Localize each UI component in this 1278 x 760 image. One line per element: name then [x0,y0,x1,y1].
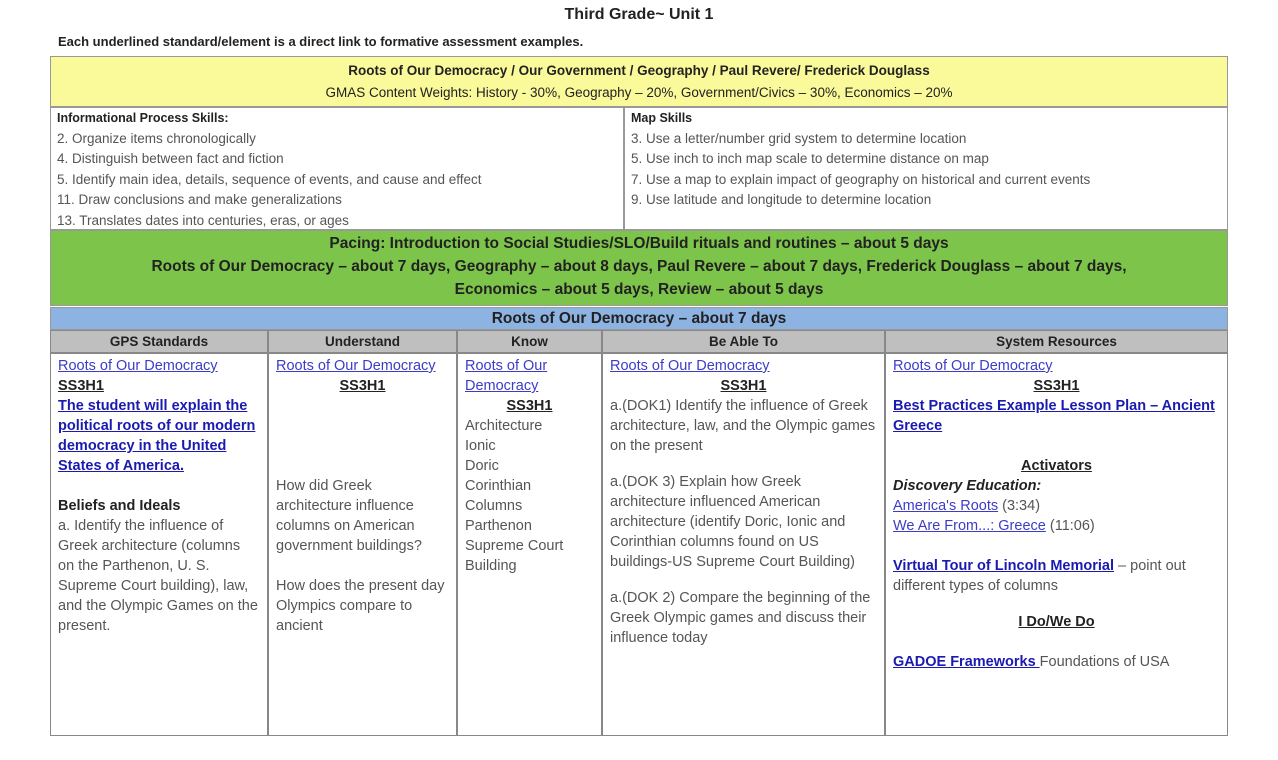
skill-item: 7. Use a map to explain impact of geography on historical and current events [631,171,1091,187]
understand-cell [268,353,457,736]
standard-code[interactable]: SS3H1 [506,398,553,414]
document-title: Third Grade~ Unit 1 [564,6,714,23]
standard-code[interactable]: SS3H1 [339,378,386,394]
skill-item: 11. Draw conclusions and make generalizations [57,192,342,207]
pacing-line: Pacing: Introduction to Social Studies/SLO/Build rituals and routines – about 5 days [329,235,949,252]
beliefs-heading: Beliefs and Ideals [58,498,181,514]
unit-topics: Roots of Our Democracy / Our Government / Geography / Paul Revere/ Frederick Douglass [348,63,930,78]
gps-standards-cell [50,353,268,736]
standard-code[interactable]: SS3H1 [58,378,104,394]
term: Columns [465,498,523,514]
term: Parthenon [465,518,532,534]
know-cell [457,353,602,736]
video-length: (11:06) [1049,518,1095,534]
virtual-tour-link[interactable]: Virtual Tour of Lincoln Memorial [893,558,1115,574]
link-note: Each underlined standard/element is a direct link to formative assessment examples. [58,34,584,49]
header-understand: Understand [268,330,457,353]
question: How did Greek architecture influence columns on American government buildings? [276,478,422,554]
header-system-resources: System Resources [885,330,1228,353]
skill-item: 13. Translates dates into centuries, eras, or ages [57,212,349,228]
skill-item: 9. Use latitude and longitude to determine location [631,192,932,207]
dok-item: a.(DOK 3) Explain how Greek architecture influenced American architecture (identify Doric, Ionic and Corinthian columns found on US buildings-US Supreme Court Building) [610,474,856,570]
term: Architecture [465,418,543,434]
map-skills [624,107,1228,230]
map-skills-heading: Map Skills [631,111,693,125]
roots-link[interactable]: Roots of Our Democracy [893,358,1053,374]
informational-skills [50,107,624,230]
video-link[interactable]: We Are From...: Greece [893,518,1046,534]
element-text: a. Identify the influence of Greek architecture (columns on the Parthenon, U. S. Supreme Court building), law, and the Olympic Games on the present. [58,518,258,634]
roots-link[interactable]: Roots of Our Democracy [276,358,436,374]
term: Supreme Court Building [465,538,564,574]
roots-link[interactable]: Roots of Our Democracy [610,358,770,374]
skill-item: 5. Use inch to inch map scale to determine distance on map [631,151,989,166]
roots-link[interactable]: Roots of Our Democracy [465,358,548,394]
discovery-heading: Discovery Education: [893,478,1042,494]
be-able-to-cell [602,353,885,736]
content-weights: GMAS Content Weights: History - 30%, Geography – 20%, Government/Civics – 30%, Economics – 20% [325,85,953,100]
pacing-banner [50,230,1228,306]
section-heading: Roots of Our Democracy – about 7 days [50,307,1228,330]
system-resources-cell [885,353,1228,736]
skill-item: 5. Identify main idea, details, sequence of events, and cause and effect [57,171,482,187]
pacing-line: Roots of Our Democracy – about 7 days, Geography – about 8 days, Paul Revere – about 7 days, Frederick Douglass – about 7 days, [151,258,1127,275]
unit-banner [50,56,1228,107]
term: Corinthian [465,478,532,494]
standard-code[interactable]: SS3H1 [720,378,767,394]
term: Ionic [465,438,496,454]
pacing-line: Economics – about 5 days, Review – about 5 days [454,281,824,298]
video-length: (3:34) [1002,498,1041,514]
dok-item: a.(DOK 2) Compare the beginning of the Greek Olympic games and discuss their influence today [610,590,871,646]
roots-link[interactable]: Roots of Our Democracy [58,358,218,374]
video-link[interactable]: America's Roots [893,498,999,514]
gadoe-frameworks-link[interactable]: GADOE Frameworks [893,654,1040,670]
skill-item: 4. Distinguish between fact and fiction [57,151,284,166]
skill-item: 3. Use a letter/number grid system to determine location [631,130,967,146]
question: How does the present day Olympics compare to ancient [276,578,445,634]
tour-description: – point out different types of columns [893,558,1186,594]
standard-link[interactable]: The student will explain the political roots of our modern democracy in the United States of America. [58,398,256,474]
header-gps-standards: GPS Standards [50,330,268,353]
standard-code[interactable]: SS3H1 [1033,378,1080,394]
informational-skills-heading: Informational Process Skills: [57,111,229,125]
dok-item: a.(DOK1) Identify the influence of Greek architecture, law, and the Olympic games on the present [610,398,876,454]
lesson-plan-link[interactable]: Best Practices Example Lesson Plan – Ancient Greece [893,398,1215,434]
header-know: Know [457,330,602,353]
activators-heading: Activators [1021,458,1092,474]
frameworks-description: Foundations of USA [1039,654,1170,670]
header-be-able-to: Be Able To [602,330,885,353]
term: Doric [465,458,499,474]
skill-item: 2. Organize items chronologically [57,130,256,146]
ido-wedo-heading: I Do/We Do [1018,614,1095,630]
